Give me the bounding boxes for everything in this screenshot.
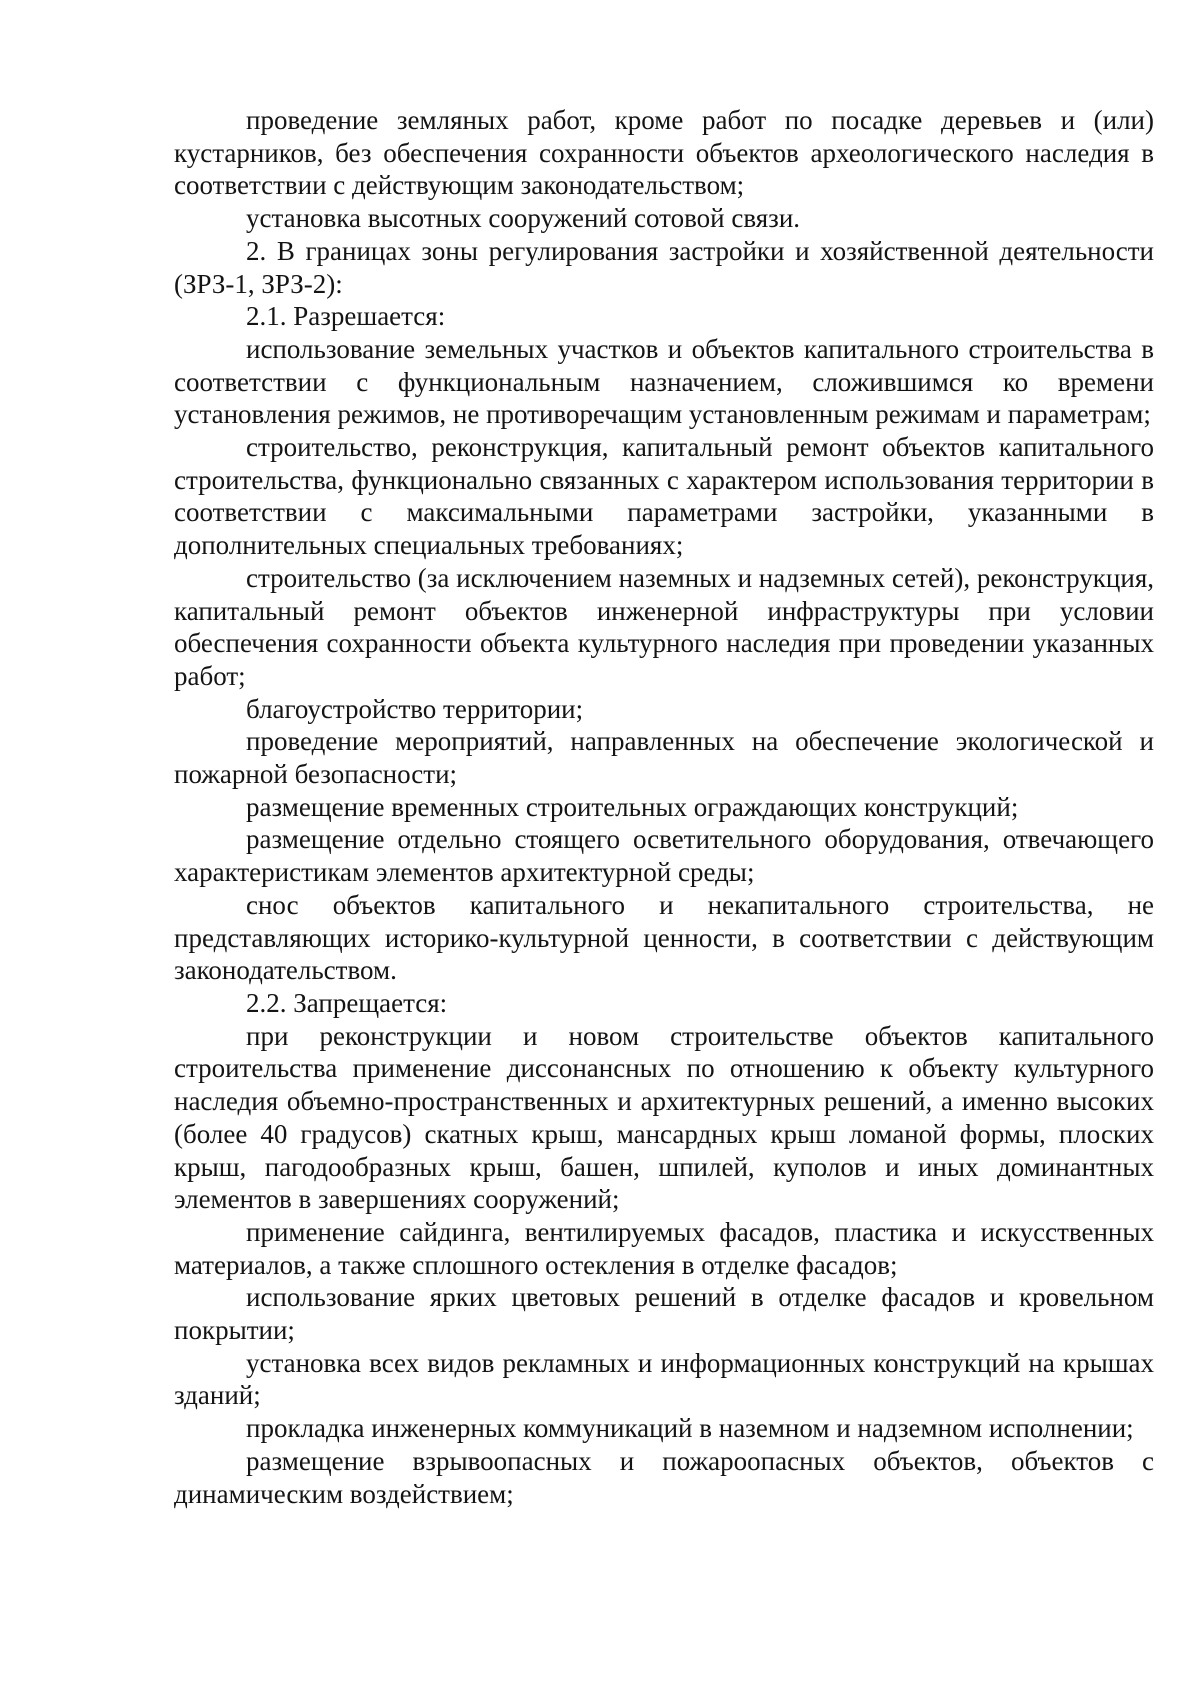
paragraph-earthworks: проведение земляных работ, кроме работ по посадке деревьев и (или) кустарников, без обеспечения сохранности объектов археологического наследия в соответствии с действующим законодательством; bbox=[174, 105, 1154, 201]
paragraph-safety: проведение мероприятий, направленных на обеспечение экологической и пожарной безопасности; bbox=[174, 726, 1154, 790]
paragraph-dissonant-solutions: при реконструкции и новом строительстве объектов капитального строительства применение диссонансных по отношению к объекту культурного наследия объемно-пространственных и архитектурных решений, а именно высоких (более 40 градусов) скатных крыш, мансардных крыш ломаной формы, плоских крыш, пагодообразных крыш, башен, шпилей, куполов и иных доминантных элементов в завершениях сооружений; bbox=[174, 1020, 1154, 1215]
paragraph-temporary-fences: размещение временных строительных ограждающих конструкций; bbox=[246, 791, 1019, 822]
document-page bbox=[174, 104, 1154, 1510]
paragraph-lighting: размещение отдельно стоящего осветительного оборудования, отвечающего характеристикам элементов архитектурной среды; bbox=[174, 824, 1154, 888]
paragraph-utilities: прокладка инженерных коммуникаций в наземном и надземном исполнении; bbox=[246, 1413, 1134, 1444]
section-heading-zrz: 2. В границах зоны регулирования застройки и хозяйственной деятельности (ЗРЗ-1, ЗРЗ-2): bbox=[174, 235, 1154, 299]
paragraph-cell-towers: установка высотных сооружений сотовой связи. bbox=[246, 203, 801, 234]
paragraph-demolition: снос объектов капитального и некапитального строительства, не представляющих историко-культурной ценности, в соответствии с действующим законодательством. bbox=[174, 889, 1154, 986]
paragraph-siding: применение сайдинга, вентилируемых фасадов, пластика и искусственных материалов, а также сплошного остекления в отделке фасадов; bbox=[174, 1216, 1154, 1280]
paragraph-hazardous-objects: размещение взрывоопасных и пожароопасных объектов, объектов с динамическим воздействием; bbox=[174, 1445, 1154, 1509]
paragraph-landscaping: благоустройство территории; bbox=[246, 693, 584, 724]
paragraph-land-use: использование земельных участков и объектов капитального строительства в соответствии с функциональным назначением, сложившимся ко времени установления режимов, не противоречащим установленным режимам и параметрам; bbox=[174, 333, 1154, 430]
subsection-heading-forbidden: 2.2. Запрещается: bbox=[246, 987, 448, 1018]
paragraph-roof-advertising: установка всех видов рекламных и информационных конструкций на крышах зданий; bbox=[174, 1347, 1154, 1411]
paragraph-bright-colors: использование ярких цветовых решений в отделке фасадов и кровельном покрытии; bbox=[174, 1282, 1154, 1346]
paragraph-infrastructure: строительство (за исключением наземных и надземных сетей), реконструкция, капитальный ремонт объектов инженерной инфраструктуры при условии обеспечения сохранности объекта культурного наследия при проведении указанных работ; bbox=[174, 562, 1154, 691]
subsection-heading-allowed: 2.1. Разрешается: bbox=[246, 301, 446, 332]
paragraph-construction: строительство, реконструкция, капитальный ремонт объектов капитального строительства, функционально связанных с характером использования территории в соответствии с максимальными параметрами застройки, указанными в дополнительных специальных требованиях; bbox=[174, 432, 1154, 561]
